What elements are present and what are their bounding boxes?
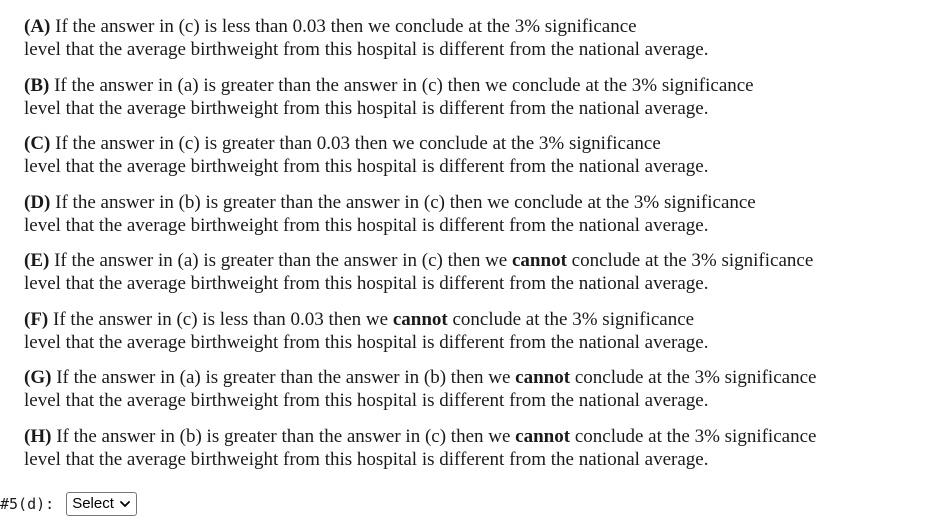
option-negation: cannot	[392, 308, 448, 330]
option-letter: (F)	[24, 308, 49, 330]
option-text-line2: level that the average birthweight from this hospital is different from the national average.	[24, 448, 709, 470]
option-text-end: conclude at the 3% significance	[514, 191, 756, 213]
option-d	[24, 191, 924, 237]
option-text-start: If the answer in (a) is greater than the answer in (c) then we	[49, 74, 512, 96]
option-text-start: If the answer in (a) is greater than the answer in (b) then we	[51, 367, 516, 388]
option-f	[24, 308, 924, 354]
option-text-line2: level that the average birthweight from this hospital is different from the national average.	[24, 214, 709, 236]
option-text-start: If the answer in (b) is greater than the answer in (c) then we	[51, 425, 516, 447]
option-text-end: conclude at the 3% significance	[447, 308, 695, 330]
option-negation: cannot	[515, 367, 571, 388]
option-text-start: If the answer in (a) is greater than the answer in (c) then we	[49, 250, 512, 271]
option-text-end: conclude at the 3% significance	[394, 16, 637, 37]
option-b	[24, 74, 924, 120]
select-value: Select	[72, 495, 114, 512]
option-text-line2: level that the average birthweight from this hospital is different from the national average.	[24, 156, 709, 177]
option-text-start: If the answer in (c) is less than 0.03 then we	[50, 16, 395, 37]
option-letter: (E)	[24, 250, 50, 271]
option-letter: (D)	[24, 191, 51, 213]
option-text-line2: level that the average birthweight from this hospital is different from the national average.	[24, 273, 709, 294]
option-c	[24, 132, 924, 178]
option-letter: (C)	[24, 133, 51, 154]
option-text-start: If the answer in (c) is less than 0.03 then we	[48, 308, 393, 330]
option-text-start: If the answer in (c) is greater than 0.03 then we	[50, 133, 420, 154]
option-text-line2: level that the average birthweight from this hospital is different from the national average.	[24, 331, 709, 353]
question-label: #5(d):	[0, 495, 55, 513]
option-g	[24, 366, 924, 412]
option-text-end: conclude at the 3% significance	[570, 425, 817, 447]
answer-row	[0, 492, 137, 516]
option-letter: (B)	[24, 74, 50, 96]
answer-options-list	[24, 15, 924, 483]
option-a	[24, 15, 924, 61]
option-letter: (A)	[24, 16, 51, 37]
option-e	[24, 249, 924, 295]
option-letter: (H)	[24, 425, 52, 447]
answer-select[interactable]	[66, 492, 137, 516]
option-negation: cannot	[512, 250, 567, 271]
option-letter: (G)	[24, 367, 52, 388]
option-text-end: conclude at the 3% significance	[419, 133, 661, 154]
option-negation: cannot	[515, 425, 571, 447]
chevron-down-icon	[119, 498, 131, 510]
option-text-end: conclude at the 3% significance	[566, 250, 814, 271]
option-text-line2: level that the average birthweight from this hospital is different from the national average.	[24, 39, 709, 60]
option-h	[24, 425, 924, 471]
option-text-end: conclude at the 3% significance	[512, 74, 754, 96]
option-text-line2: level that the average birthweight from this hospital is different from the national average.	[24, 97, 709, 119]
option-text-end: conclude at the 3% significance	[570, 367, 817, 388]
option-text-line2: level that the average birthweight from this hospital is different from the national average.	[24, 390, 709, 411]
option-text-start: If the answer in (b) is greater than the answer in (c) then we	[50, 191, 515, 213]
